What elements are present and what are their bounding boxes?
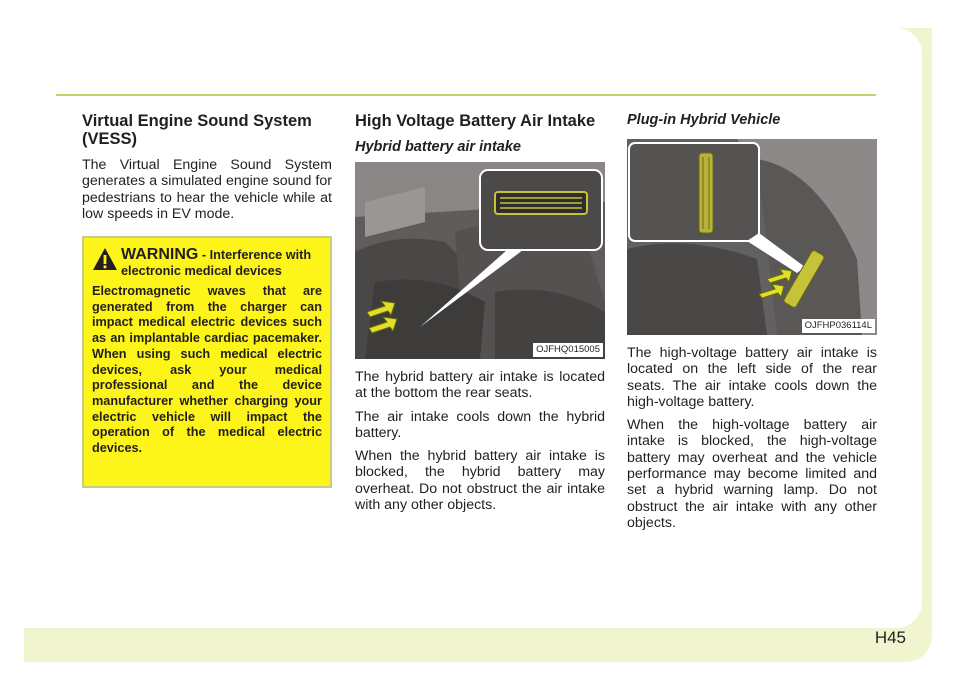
- warning-triangle-icon: [92, 247, 118, 271]
- phev-subtitle: Plug-in Hybrid Vehicle: [627, 112, 781, 128]
- warning-body: Electromagnetic waves that are generated from the charger can impact medical electric devices such as an implantable cardiac pacemaker. When using such medical electric devices, ask your medical professional and the device manufacturer whether charging your electric vehicle will impact the operation of the medical electric devices.: [92, 284, 322, 456]
- hv-air-intake-section: [355, 112, 605, 520]
- page-number: H45: [874, 628, 906, 647]
- warning-box: [82, 236, 332, 488]
- phev-section: [627, 112, 877, 538]
- hybrid-air-intake-photo: [355, 162, 605, 359]
- warning-title: [121, 247, 322, 279]
- hybrid-intake-paragraph-3: When the hybrid battery air intake is blocked, the hybrid battery may overheat. Do not obstruct the air intake with any other objects.: [355, 448, 605, 514]
- phev-intake-paragraph-1: The high-voltage battery air intake is located on the left side of the rear seats. The air intake cools down the high-voltage battery.: [627, 345, 877, 410]
- figure-code: OJFHQ015005: [533, 343, 603, 357]
- hybrid-intake-paragraph-1: The hybrid battery air intake is located at the bottom the rear seats.: [355, 369, 605, 402]
- vess-body: The Virtual Engine Sound System generates a simulated engine sound for pedestrians to hear the vehicle while at low speeds in EV mode.: [82, 157, 332, 222]
- warning-header: [92, 247, 322, 279]
- rear-seat-illustration: [355, 162, 605, 359]
- phev-rear-seat-illustration: [627, 139, 877, 335]
- warning-label: WARNING: [121, 246, 199, 263]
- hv-air-intake-title: High Voltage Battery Air Intake: [355, 112, 596, 130]
- figure-code: OJFHP036114L: [802, 319, 875, 333]
- vess-title: Virtual Engine Sound System (VESS): [82, 112, 312, 148]
- hybrid-air-intake-subtitle: Hybrid battery air intake: [355, 139, 521, 155]
- hybrid-intake-paragraph-2: The air intake cools down the hybrid battery.: [355, 408, 605, 441]
- phev-intake-paragraph-2: When the high-voltage battery air intake is blocked, the high-voltage battery may overheat and the vehicle performance may become limited and set a hybrid warning lamp. Do not obstruct the air intake with any other objects.: [627, 417, 877, 531]
- vess-section: [82, 112, 332, 229]
- warning-subtitle: - Interference with electronic medical devices: [121, 248, 312, 278]
- header-rule: [56, 94, 876, 96]
- phev-air-intake-photo: [627, 139, 877, 335]
